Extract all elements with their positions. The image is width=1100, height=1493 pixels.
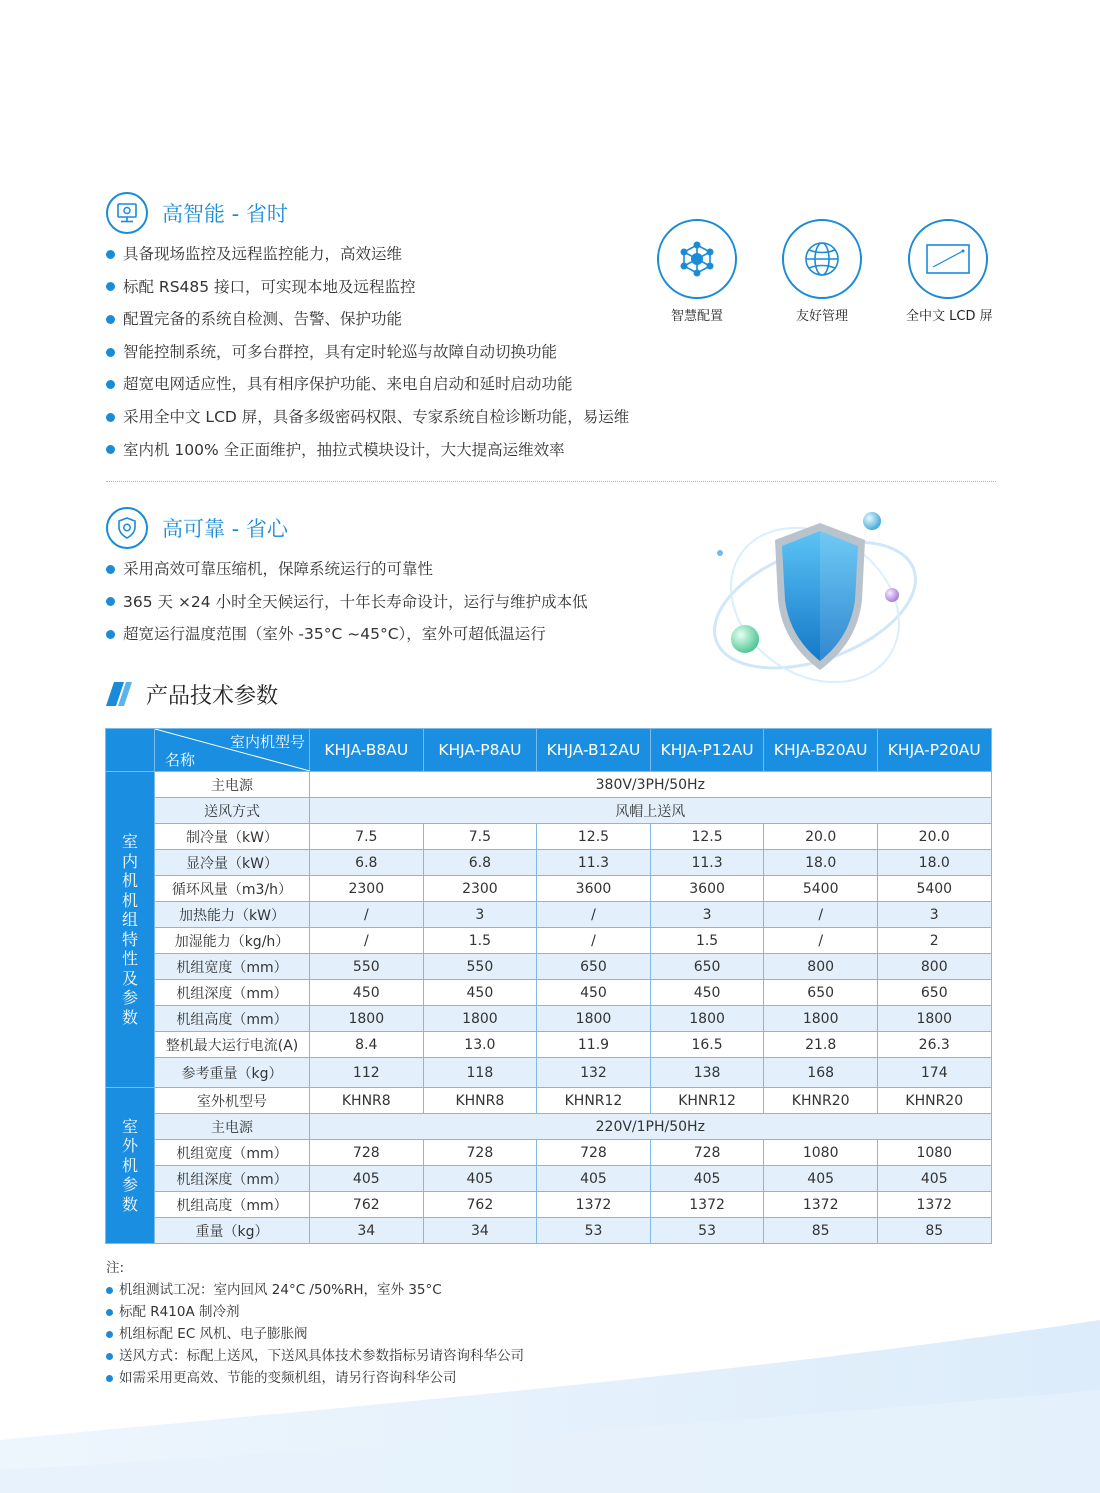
param-value: 8.4	[310, 1032, 424, 1058]
param-value: 11.3	[537, 850, 651, 876]
param-value: 53	[537, 1218, 651, 1244]
param-value: 2300	[423, 876, 537, 902]
param-value: 650	[877, 980, 991, 1006]
table-row	[106, 1192, 992, 1218]
param-value: 6.8	[423, 850, 537, 876]
feature-list-reliable	[106, 553, 588, 651]
param-value: 3	[877, 902, 991, 928]
bullet-icon	[106, 282, 115, 291]
table-row	[106, 1166, 992, 1192]
param-value: 1800	[310, 1006, 424, 1032]
param-value: /	[310, 902, 424, 928]
param-value: 550	[423, 954, 537, 980]
param-name: 机组高度（mm）	[155, 1192, 310, 1218]
badge-lcd-screen	[906, 219, 993, 324]
param-value: 405	[310, 1166, 424, 1192]
table-row	[106, 1088, 992, 1114]
param-value: 728	[650, 1140, 764, 1166]
bullet-icon	[106, 380, 115, 389]
param-value: /	[764, 928, 878, 954]
list-item: 配置完备的系统自检测、告警、保护功能	[106, 303, 629, 336]
param-value: 1372	[650, 1192, 764, 1218]
bullet-icon	[106, 1331, 113, 1338]
list-item: 室内机 100% 全正面维护，抽拉式模块设计，大大提高运维效率	[106, 434, 629, 467]
param-value: 7.5	[310, 824, 424, 850]
param-value: /	[310, 928, 424, 954]
model-header: KHJA-B8AU	[310, 729, 424, 772]
note-item: 机组测试工况：室内回风 24°C /50%RH，室外 35°C	[106, 1279, 524, 1301]
param-value: 13.0	[423, 1032, 537, 1058]
list-item: 365 天 ×24 小时全天候运行，十年长寿命设计，运行与维护成本低	[106, 586, 588, 619]
param-value: 85	[877, 1218, 991, 1244]
bullet-icon	[106, 1287, 113, 1294]
section-heading-smart	[106, 190, 288, 236]
table-row	[106, 1032, 992, 1058]
param-name: 室外机型号	[155, 1088, 310, 1114]
param-value: /	[537, 928, 651, 954]
param-value: 1.5	[423, 928, 537, 954]
bullet-icon	[106, 315, 115, 324]
table-row	[106, 1114, 992, 1140]
param-value: 2300	[310, 876, 424, 902]
param-value: KHNR8	[310, 1088, 424, 1114]
param-value: KHNR20	[764, 1088, 878, 1114]
param-value: 728	[537, 1140, 651, 1166]
param-value: 405	[877, 1166, 991, 1192]
table-row	[106, 772, 992, 798]
param-value: 3600	[537, 876, 651, 902]
table-row	[106, 928, 992, 954]
param-name: 机组宽度（mm）	[155, 954, 310, 980]
param-value: 1372	[877, 1192, 991, 1218]
table-row	[106, 824, 992, 850]
param-value: 450	[537, 980, 651, 1006]
param-value: 405	[537, 1166, 651, 1192]
param-name: 机组深度（mm）	[155, 1166, 310, 1192]
param-value: 12.5	[537, 824, 651, 850]
param-value: 1080	[877, 1140, 991, 1166]
param-value: 450	[423, 980, 537, 1006]
param-value: 450	[310, 980, 424, 1006]
gear-shield-icon	[106, 507, 148, 549]
badge-smart-config	[655, 219, 739, 324]
table-header-row	[106, 729, 992, 772]
model-header: KHJA-P20AU	[877, 729, 991, 772]
param-value: 1372	[764, 1192, 878, 1218]
list-item: 超宽电网适应性，具有相序保护功能、来电自启动和延时启动功能	[106, 368, 629, 401]
param-value: 1372	[537, 1192, 651, 1218]
param-value: 132	[537, 1058, 651, 1088]
header-corner	[106, 729, 155, 772]
list-item: 采用全中文 LCD 屏，具备多级密码权限、专家系统自检诊断功能，易运维	[106, 401, 629, 434]
param-value: 18.0	[877, 850, 991, 876]
model-header: KHJA-P12AU	[650, 729, 764, 772]
param-value: 1800	[650, 1006, 764, 1032]
param-value: 650	[537, 954, 651, 980]
param-value: KHNR8	[423, 1088, 537, 1114]
param-value: 405	[650, 1166, 764, 1192]
bullet-icon	[106, 565, 115, 574]
section-divider	[106, 481, 996, 482]
note-item: 如需采用更高效、节能的变频机组，请另行咨询科华公司	[106, 1367, 524, 1389]
param-value: 85	[764, 1218, 878, 1244]
param-value: 174	[877, 1058, 991, 1088]
param-name: 显冷量（kW）	[155, 850, 310, 876]
param-value: /	[537, 902, 651, 928]
spec-table	[105, 728, 992, 1244]
network-icon	[657, 219, 737, 299]
param-value: 1800	[537, 1006, 651, 1032]
param-value: 20.0	[764, 824, 878, 850]
table-row	[106, 980, 992, 1006]
param-value: 21.8	[764, 1032, 878, 1058]
param-name: 主电源	[155, 772, 310, 798]
list-item: 采用高效可靠压缩机，保障系统运行的可靠性	[106, 553, 588, 586]
param-name: 机组宽度（mm）	[155, 1140, 310, 1166]
param-value: 762	[423, 1192, 537, 1218]
param-value: 800	[764, 954, 878, 980]
param-value: 18.0	[764, 850, 878, 876]
param-value: 11.9	[537, 1032, 651, 1058]
param-name: 参考重量（kg）	[155, 1058, 310, 1088]
badge-label: 友好管理	[795, 309, 848, 324]
param-value: 450	[650, 980, 764, 1006]
bullet-icon	[106, 413, 115, 422]
table-row	[106, 1218, 992, 1244]
badge-label: 智慧配置	[670, 309, 723, 324]
param-value: 405	[423, 1166, 537, 1192]
param-value: 1800	[423, 1006, 537, 1032]
table-row	[106, 1140, 992, 1166]
param-name: 机组高度（mm）	[155, 1006, 310, 1032]
table-row	[106, 876, 992, 902]
param-value-span: 风帽上送风	[310, 798, 992, 824]
param-value: 1800	[877, 1006, 991, 1032]
param-value: KHNR12	[650, 1088, 764, 1114]
badge-label: 全中文 LCD 屏	[906, 309, 993, 324]
param-value: 650	[764, 980, 878, 1006]
section-heading-reliable	[106, 505, 288, 551]
notes	[106, 1257, 524, 1389]
bullet-icon	[106, 445, 115, 454]
list-item: 具备现场监控及远程监控能力，高效运维	[106, 238, 629, 271]
screen-icon	[908, 219, 988, 299]
param-value: 11.3	[650, 850, 764, 876]
param-value: 1.5	[650, 928, 764, 954]
param-value: 1080	[764, 1140, 878, 1166]
param-value: 3	[650, 902, 764, 928]
param-value: 728	[423, 1140, 537, 1166]
param-value: 2	[877, 928, 991, 954]
shield-illustration	[700, 505, 940, 705]
param-value-span: 220V/1PH/50Hz	[310, 1114, 992, 1140]
feature-list-smart	[106, 238, 629, 466]
header-indoor-model: 室内机型号	[229, 733, 305, 751]
note-item: 标配 R410A 制冷剂	[106, 1301, 524, 1323]
header-diagonal-cell	[155, 729, 310, 772]
header-name: 名称	[165, 751, 196, 769]
param-value: 34	[310, 1218, 424, 1244]
table-row	[106, 954, 992, 980]
param-value: 138	[650, 1058, 764, 1088]
spec-heading	[106, 676, 278, 712]
bullet-icon	[106, 597, 115, 606]
model-header: KHJA-P8AU	[423, 729, 537, 772]
param-name: 送风方式	[155, 798, 310, 824]
badge-friendly-management	[780, 219, 864, 324]
param-name: 主电源	[155, 1114, 310, 1140]
outdoor-side-label: 室 外 机 参 数	[106, 1088, 155, 1244]
table-row	[106, 850, 992, 876]
param-value: 550	[310, 954, 424, 980]
param-value: 1800	[764, 1006, 878, 1032]
bullet-icon	[106, 1353, 113, 1360]
model-header: KHJA-B20AU	[764, 729, 878, 772]
param-value: 118	[423, 1058, 537, 1088]
param-value: 3600	[650, 876, 764, 902]
section-title: 高智能 - 省时	[162, 202, 288, 226]
param-value: 112	[310, 1058, 424, 1088]
param-value: 16.5	[650, 1032, 764, 1058]
param-value: 26.3	[877, 1032, 991, 1058]
param-value: 5400	[764, 876, 878, 902]
param-name: 机组深度（mm）	[155, 980, 310, 1006]
param-value: 650	[650, 954, 764, 980]
param-name: 加热能力（kW）	[155, 902, 310, 928]
param-value: /	[764, 902, 878, 928]
param-value: 7.5	[423, 824, 537, 850]
table-row	[106, 1058, 992, 1088]
param-value: 800	[877, 954, 991, 980]
table-row	[106, 1006, 992, 1032]
note-item: 机组标配 EC 风机、电子膨胀阀	[106, 1323, 524, 1345]
param-name: 加湿能力（kg/h）	[155, 928, 310, 954]
param-name: 循环风量（m3/h）	[155, 876, 310, 902]
bullet-icon	[106, 250, 115, 259]
notes-label: 注:	[106, 1260, 125, 1276]
param-value: KHNR12	[537, 1088, 651, 1114]
param-value: 53	[650, 1218, 764, 1244]
param-value: 3	[423, 902, 537, 928]
param-value: KHNR20	[877, 1088, 991, 1114]
param-name: 整机最大运行电流(A)	[155, 1032, 310, 1058]
param-value: 168	[764, 1058, 878, 1088]
param-value: 6.8	[310, 850, 424, 876]
list-item: 智能控制系统，可多台群控，具有定时轮巡与故障自动切换功能	[106, 336, 629, 369]
param-value: 20.0	[877, 824, 991, 850]
bullet-icon	[106, 348, 115, 357]
globe-icon	[782, 219, 862, 299]
param-name: 制冷量（kW）	[155, 824, 310, 850]
bullet-icon	[106, 630, 115, 639]
bullet-icon	[106, 1309, 113, 1316]
monitor-icon	[106, 192, 148, 234]
indoor-side-label: 室 内 机 机 组 特 性 及 参 数	[106, 772, 155, 1088]
param-value: 762	[310, 1192, 424, 1218]
param-value: 12.5	[650, 824, 764, 850]
section-title: 高可靠 - 省心	[162, 517, 288, 541]
table-row	[106, 798, 992, 824]
list-item: 超宽运行温度范围（室外 -35°C ~45°C），室外可超低温运行	[106, 618, 588, 651]
param-value: 5400	[877, 876, 991, 902]
table-row	[106, 902, 992, 928]
bullet-icon	[106, 1375, 113, 1382]
param-value: 405	[764, 1166, 878, 1192]
note-item: 送风方式：标配上送风，下送风具体技术参数指标另请咨询科华公司	[106, 1345, 524, 1367]
param-value: 728	[310, 1140, 424, 1166]
model-header: KHJA-B12AU	[537, 729, 651, 772]
param-value-span: 380V/3PH/50Hz	[310, 772, 992, 798]
param-value: 34	[423, 1218, 537, 1244]
spec-title: 产品技术参数	[146, 683, 279, 709]
stripe-icon	[106, 682, 140, 706]
param-name: 重量（kg）	[155, 1218, 310, 1244]
list-item: 标配 RS485 接口，可实现本地及远程监控	[106, 271, 629, 304]
